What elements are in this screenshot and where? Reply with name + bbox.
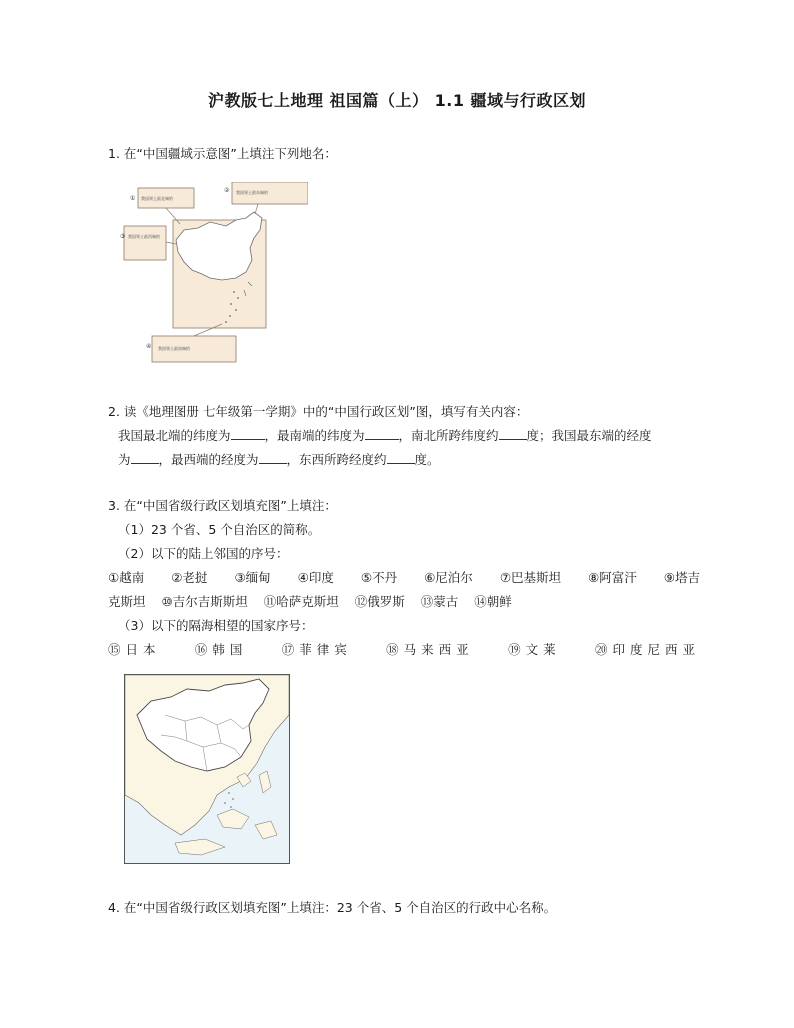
question-3: [108, 496, 700, 660]
q2-text: 为: [118, 452, 131, 467]
question-2-line-2: [108, 450, 652, 470]
list-item: ⑦巴基斯坦: [499, 570, 562, 585]
question-2-line-1: [108, 426, 652, 446]
marker-4: ④: [146, 343, 152, 350]
list-item: ⑨塔吉: [663, 570, 700, 585]
box-label-south: 我国领土最南端的: [158, 346, 190, 351]
list-item: ②老挝: [171, 570, 208, 585]
list-item: ⑮日本: [108, 642, 161, 657]
question-2: [108, 402, 652, 470]
list-item: ⑪哈萨克斯坦: [263, 594, 339, 609]
list-item: ④印度: [297, 570, 334, 585]
china-provinces-map: [124, 674, 290, 864]
answer-blank-latitude-span[interactable]: [499, 427, 527, 440]
q2-text: 我国最北端的纬度为: [118, 428, 231, 443]
question-3-sub-2: （2）以下的陆上邻国的序号：: [118, 546, 289, 561]
q2-text: ，南北所跨纬度约: [398, 428, 499, 443]
sea-neighbors-row: [108, 640, 700, 660]
q2-text: 度；我国最东端的经度: [526, 428, 652, 443]
q2-text: ，最南端的纬度为: [264, 428, 365, 443]
box-label-west: 我国领土最西端的: [128, 234, 160, 239]
answer-blank-west-longitude[interactable]: [259, 451, 287, 464]
box-label-east: 我国领土最东端的: [236, 190, 268, 195]
province-outline-svg: [125, 675, 289, 863]
page-title: 沪教版七上地理 祖国篇（上） 1.1 疆域与行政区划: [207, 91, 587, 110]
list-item: ⑫俄罗斯: [354, 594, 405, 609]
q2-text: ，最西端的经度为: [158, 452, 259, 467]
land-neighbors-row-1: [108, 568, 700, 588]
marker-2: ②: [224, 187, 230, 194]
china-territory-map: [118, 182, 308, 364]
question-3-sub-3: （3）以下的隔海相望的国家序号：: [118, 618, 314, 633]
list-item: ⑥尼泊尔: [424, 570, 473, 585]
list-item: ⑲文莱: [508, 642, 561, 657]
question-1-text: 1. 在“中国疆域示意图”上填注下列地名：: [108, 146, 337, 161]
list-item: ⑰菲律宾: [281, 642, 352, 657]
list-item: ⑳印度尼西亚: [594, 642, 700, 657]
question-3-intro: 3. 在“中国省级行政区划填充图”上填注：: [108, 498, 337, 513]
list-item: ⑭朝鲜: [474, 594, 512, 609]
land-neighbors-row-2: [108, 592, 700, 612]
list-item: ⑱马来西亚: [386, 642, 474, 657]
list-item: 克斯坦: [108, 594, 146, 609]
list-item: ⑬蒙古: [420, 594, 459, 609]
q2-text: 度。: [414, 452, 440, 467]
answer-blank-north-latitude[interactable]: [231, 427, 265, 440]
marker-3: ③: [120, 233, 126, 240]
list-item: ③缅甸: [234, 570, 271, 585]
list-item: ⑤不丹: [360, 570, 398, 585]
box-label-north: 我国领土最北端的: [141, 196, 173, 201]
answer-blank-south-latitude[interactable]: [365, 427, 399, 440]
list-item: ⑩吉尔吉斯斯坦: [161, 594, 248, 609]
list-item: ⑯韩国: [194, 642, 248, 657]
question-2-intro: 2. 读《地理图册 七年级第一学期》中的“中国行政区划”图，填写有关内容：: [108, 404, 529, 419]
question-4-text: 4. 在“中国省级行政区划填充图”上填注：23 个省、5 个自治区的行政中心名称。: [108, 900, 557, 915]
question-4: [108, 898, 556, 918]
list-item: ①越南: [108, 570, 145, 585]
question-3-sub-1: （1）23 个省、5 个自治区的简称。: [118, 522, 321, 537]
list-item: ⑧阿富汗: [588, 570, 637, 585]
answer-blank-east-longitude[interactable]: [131, 451, 159, 464]
q2-text: ，东西所跨经度约: [286, 452, 387, 467]
question-1: [108, 144, 337, 164]
answer-blank-longitude-span[interactable]: [387, 451, 415, 464]
marker-1: ①: [130, 195, 136, 202]
